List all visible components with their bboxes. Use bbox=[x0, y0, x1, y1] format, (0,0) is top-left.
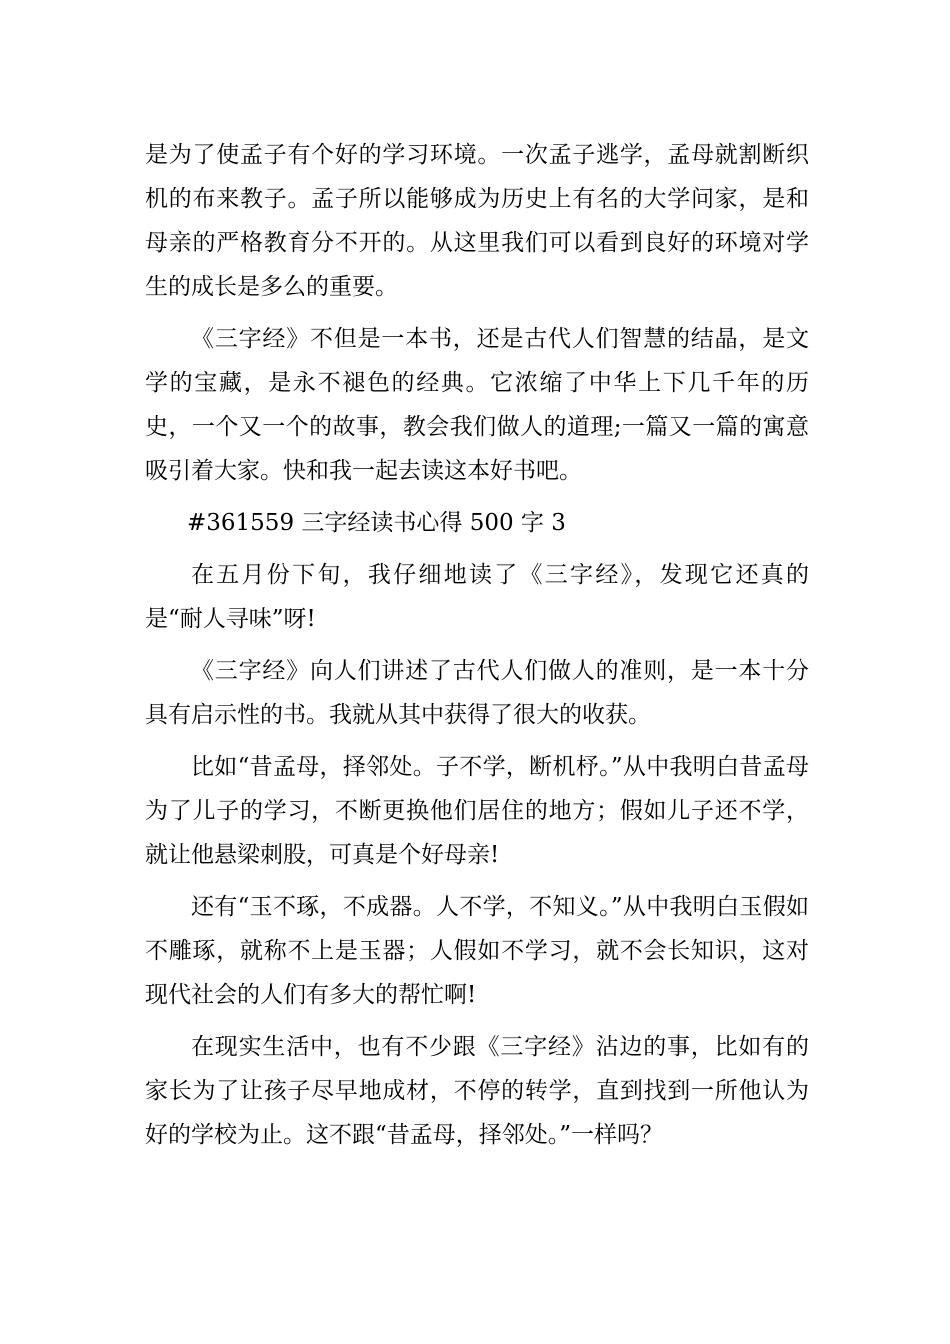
paragraph-classic-summary: 《三字经》不但是一本书，还是古代人们智慧的结晶，是文学的宝藏，是永不褪色的经典。它浓缩了中华上下几千年的历史，一个又一个的故事，教会我们做人的道理;一篇又一篇的寓意吸引着大家。快和我一起去读这本好书吧。 bbox=[145, 326, 809, 484]
section-heading: #361559 三字经读书心得 500 字 3 bbox=[187, 510, 566, 536]
paragraph-description: 《三字经》向人们讲述了古代人们做人的准则，是一本十分具有启示性的书。我就从其中获得了很大的收获。 bbox=[145, 658, 809, 728]
paragraph-continuation: 是为了使孟子有个好的学习环境。一次孟子逃学，孟母就割断织机的布来教子。孟子所以能够成为历史上有名的大学问家，是和母亲的严格教育分不开的。从这里我们可以看到良好的环境对学生的成长是多么的重要。 bbox=[145, 142, 809, 300]
paragraph-example-jade: 还有“玉不琢，不成器。人不学，不知义。”从中我明白玉假如不雕琢，就称不上是玉器；人假如不学习，就不会长知识，这对现代社会的人们有多大的帮忙啊! bbox=[145, 894, 809, 1008]
paragraph-intro: 在五月份下旬，我仔细地读了《三字经》，发现它还真的是“耐人寻味”呀! bbox=[145, 562, 809, 632]
document-body bbox=[145, 133, 809, 1165]
paragraph-real-life: 在现实生活中，也有不少跟《三字经》沾边的事，比如有的家长为了让孩子尽早地成材，不停的转学，直到找到一所他认为好的学校为止。这不跟“昔孟母，择邻处。”一样吗？ bbox=[145, 1034, 809, 1148]
paragraph-example-mencius: 比如“昔孟母，择邻处。子不学，断机杼。”从中我明白昔孟母为了儿子的学习，不断更换他们居住的地方；假如儿子还不学，就让他悬梁刺股，可真是个好母亲! bbox=[145, 754, 809, 868]
